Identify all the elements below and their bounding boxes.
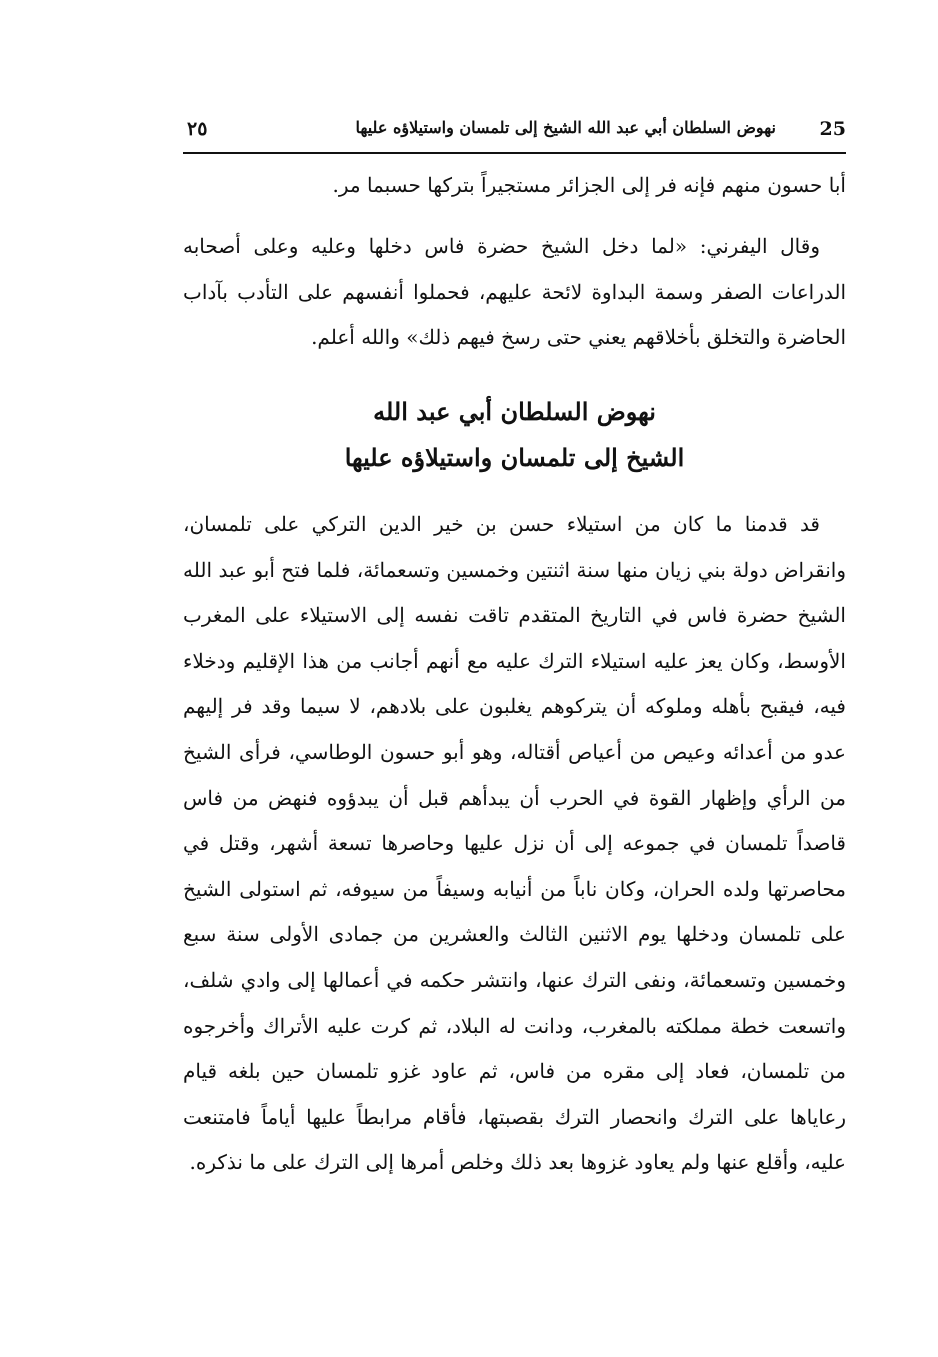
continuation-paragraph: أبا حسون منهم فإنه فر إلى الجزائر مستجيراً بتركها حسبما مر. — [332, 173, 846, 197]
header-rule — [183, 152, 846, 154]
section-heading-line-2: الشيخ إلى تلمسان واستيلاؤه عليها — [344, 443, 685, 472]
quote-paragraph: وقال اليفرني: «لما دخل الشيخ حضرة فاس دخلها وعليه وعلى أصحابه الدراعات الصفر وسمة البداوة لائحة عليهم، فحملوا أنفسهم على التأدب بآداب الحاضرة والتخلق بأخلاقهم يعني حتى رسخ فيهم ذلك» والله أعلم. — [183, 234, 846, 349]
running-header — [183, 112, 846, 152]
page-number-latin: 25 — [819, 118, 846, 140]
running-title: نهوض السلطان أبي عبد الله الشيخ إلى تلمسان واستيلاؤه عليها — [355, 118, 776, 137]
page-number-arabic: ٢٥ — [187, 118, 208, 140]
main-paragraph: قد قدمنا ما كان من استيلاء حسن بن خير الدين التركي على تلمسان، وانقراض دولة بني زيان منها سنة اثنتين وخمسين وتسعمائة، فلما فتح أبو عبد الله الشيخ حضرة فاس في التاريخ المتقدم تاقت نفسه إلى الاستيلاء على المغرب الأوسط، وكان يعز عليه استيلاء الترك عليه مع أنهم أجانب من هذا الإقليم ودخلاء فيه، فيقبح بأهله وملوكه أن يتركوهم يغلبون على بلادهم، لا سيما وقد فر إليهم عدو من أعدائه وعيص من أعياص أقتاله، وهو أبو حسون الوطاسي، فرأى الشيخ من الرأي وإظهار القوة في الحرب أن يبدأهم قبل أن يبدؤوه فنهض من فاس قاصداً تلمسان في جموعه إلى أن نزل عليها وحاصرها تسعة أشهر، وقتل في محاصرتها ولده الحران، وكان ناباً من أنيابه وسيفاً من سيوفه، ثم استولى الشيخ على تلمسان ودخلها يوم الاثنين الثالث والعشرين من جمادى الأولى سنة سبع وخمسين وتسعمائة، ونفى الترك عنها، وانتشر حكمه في أعمالها إلى وادي شلف، واتسعت خطة مملكته بالمغرب، ودانت له البلاد، ثم كرت عليه الأتراك وأخرجوه من تلمسان، فعاد إلى مقره من فاس، ثم عاود غزو تلمسان حين بلغه قيام رعاياها على الترك وانحصار الترك بقصبتها، فأقام مرابطاً عليها أياماً فامتنعت عليه، وأقلع عنها ولم يعاود غزوها بعد ذلك وخلص أمرها إلى الترك على ما نذكره. — [183, 512, 847, 1175]
section-heading-line-1: نهوض السلطان أبي عبد الله — [373, 397, 656, 426]
